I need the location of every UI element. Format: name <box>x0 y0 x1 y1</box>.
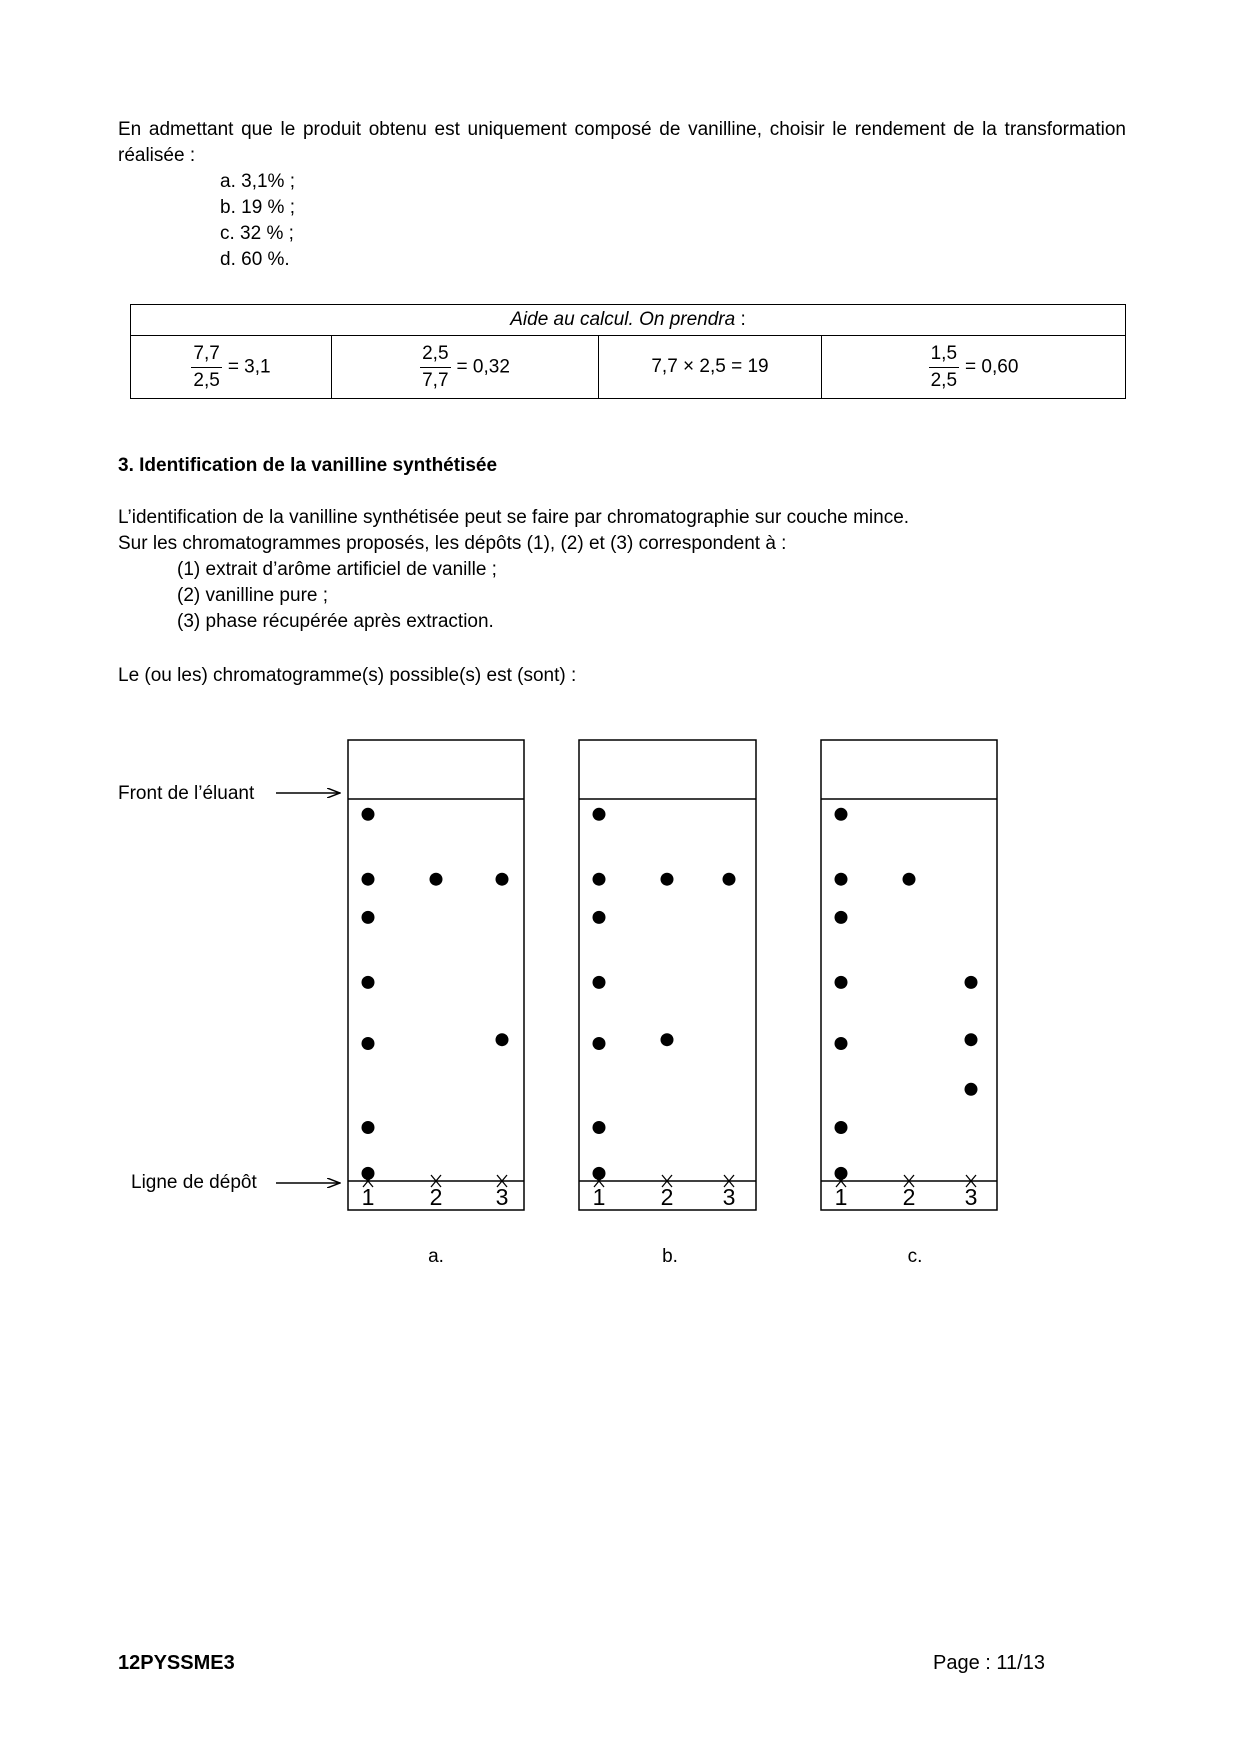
spot <box>362 1037 375 1050</box>
lane-number: 2 <box>902 1184 916 1210</box>
plate-label: b. <box>662 1246 678 1267</box>
spot <box>593 911 606 924</box>
spot <box>661 1033 674 1046</box>
spot <box>965 1033 978 1046</box>
spot <box>362 808 375 821</box>
spot <box>593 976 606 989</box>
spot <box>835 1037 848 1050</box>
spot <box>593 873 606 886</box>
plate-label: a. <box>428 1246 444 1267</box>
spot <box>430 873 443 886</box>
denominator: 7,7 <box>422 369 449 391</box>
spot <box>362 976 375 989</box>
result: = 0,60 <box>965 356 1019 378</box>
spot <box>835 911 848 924</box>
spot <box>362 1167 375 1180</box>
option-c[interactable]: c. 32 % ; <box>220 223 294 244</box>
spot <box>835 1167 848 1180</box>
denominator: 2,5 <box>193 369 220 391</box>
deposit-item-2: (2) vanilline pure ; <box>177 585 329 606</box>
spot <box>362 1121 375 1134</box>
spot <box>362 911 375 924</box>
front-label: Front de l’éluant <box>118 783 255 804</box>
denominator: 2,5 <box>930 369 958 391</box>
chromato-question: Le (ou les) chromatogramme(s) possible(s) est (sont) : <box>118 665 577 686</box>
numerator: 7,7 <box>191 343 221 368</box>
section-intro-2: Sur les chromatogrammes proposés, les dépôts (1), (2) et (3) correspondent à : <box>118 533 787 554</box>
lane-number: 3 <box>722 1184 736 1210</box>
lane-number: 1 <box>592 1184 606 1210</box>
spot <box>903 873 916 886</box>
spot <box>593 808 606 821</box>
result: = 3,1 <box>227 356 271 378</box>
lane-number: 2 <box>429 1184 443 1210</box>
deposit-item-1: (1) extrait d’arôme artificiel de vanille ; <box>177 559 497 580</box>
product-expression: 7,7 × 2,5 = 19 <box>651 356 769 377</box>
numerator: 1,5 <box>929 343 959 368</box>
calc-title-suffix: : <box>735 309 746 330</box>
plate-frame <box>579 740 756 1210</box>
spot <box>593 1121 606 1134</box>
spot <box>835 808 848 821</box>
spot <box>593 1037 606 1050</box>
spot <box>496 1033 509 1046</box>
spot <box>723 873 736 886</box>
spot <box>661 873 674 886</box>
option-d[interactable]: d. 60 %. <box>220 249 290 270</box>
calc-title-text: Aide au calcul. On prendra <box>510 309 736 330</box>
question-text: En admettant que le produit obtenu est uniquement composé de vanilline, choisir le rendement de la transformation réalisée : <box>118 119 1126 166</box>
lane-number: 3 <box>964 1184 978 1210</box>
spot <box>835 1121 848 1134</box>
spot <box>496 873 509 886</box>
section-title: 3. Identification de la vanilline synthétisée <box>118 455 498 476</box>
plate-frame <box>821 740 997 1210</box>
footer-code: 12PYSSME3 <box>118 1652 235 1674</box>
spot <box>965 976 978 989</box>
spot <box>965 1083 978 1096</box>
spot <box>835 976 848 989</box>
chromatogram-marks <box>362 808 978 1210</box>
option-b[interactable]: b. 19 % ; <box>220 197 295 218</box>
plate-frame <box>348 740 524 1210</box>
deposit-item-3: (3) phase récupérée après extraction. <box>177 611 494 632</box>
numerator: 2,5 <box>420 343 450 368</box>
lane-number: 1 <box>361 1184 375 1210</box>
option-a[interactable]: a. 3,1% ; <box>220 171 295 192</box>
lane-number: 3 <box>495 1184 509 1210</box>
spot <box>362 873 375 886</box>
lane-number: 2 <box>660 1184 674 1210</box>
lane-number: 1 <box>834 1184 848 1210</box>
depot-label: Ligne de dépôt <box>131 1172 257 1193</box>
section-intro-1: L’identification de la vanilline synthétisée peut se faire par chromatographie sur couche mince. <box>118 507 910 528</box>
plate-label: c. <box>907 1246 923 1267</box>
result: = 0,32 <box>456 356 510 378</box>
footer-page: Page : 11/13 <box>933 1652 1045 1674</box>
spot <box>593 1167 606 1180</box>
spot <box>835 873 848 886</box>
